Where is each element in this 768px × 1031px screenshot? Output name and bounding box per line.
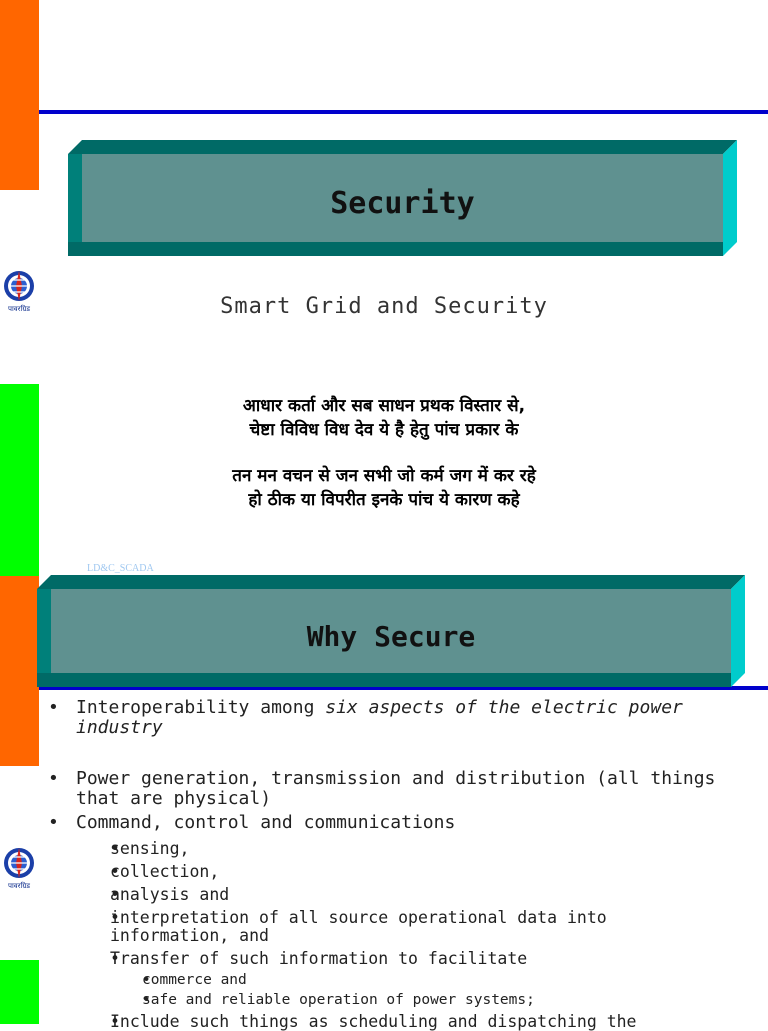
sub-sub-bullet-list (122, 972, 742, 1008)
verse-line: तन मन वचन से जन सभी जो कर्म जग में कर रहे (232, 466, 536, 486)
slide-subtitle: Smart Grid and Security (220, 294, 548, 319)
bullet-text: Power generation, transmission and distribution (all things that are physical) (76, 768, 716, 809)
list-item (122, 972, 742, 988)
sub-bullet-text: collection, (110, 862, 220, 881)
list-item (122, 992, 742, 1008)
left-strip-orange-top (0, 0, 39, 190)
bullet-list (48, 698, 738, 836)
left-strip-green-bottom (0, 960, 39, 1024)
list-item (86, 1013, 726, 1031)
list-item (86, 863, 726, 881)
bullet-emphasis: six aspects of the electric power industry (76, 697, 683, 738)
verse-line: हो ठीक या विपरीत इनके पांच ये कारण कहे (248, 490, 520, 510)
verse-line: आधार कर्ता और सब साधन प्रथक विस्तार से, (242, 396, 526, 416)
logo-caption: पावरग्रिड (7, 305, 31, 313)
list-item (86, 886, 726, 904)
sub-bullet-list (86, 840, 726, 968)
list-item (86, 840, 726, 858)
sub-bullet-text: Include such things as scheduling and dispatching the (110, 1012, 637, 1031)
slide-title: Why Secure (306, 620, 476, 653)
sub-bullet-text: analysis and (110, 885, 230, 904)
watermark-text: LD&C_SCADA (87, 563, 154, 574)
list-item (86, 909, 726, 945)
list-item (48, 698, 738, 738)
sub-bullet-text: interpretation of all source operational data into information, and (110, 908, 607, 945)
bullet-text: Interoperability among (76, 697, 326, 718)
header-rule-top (39, 110, 768, 114)
sub-bullet-text: Transfer of such information to facilitate (110, 949, 528, 968)
list-item (86, 950, 726, 968)
sub-sub-bullet-text: commerce and (142, 972, 247, 988)
title-banner-security (68, 140, 737, 256)
sub-bullet-text: sensing, (110, 839, 190, 858)
list-item (48, 769, 738, 809)
list-item (48, 813, 738, 833)
sub-sub-bullet-text: safe and reliable operation of power systems; (142, 992, 535, 1008)
verse-block (0, 394, 768, 512)
slide-title: Security (330, 186, 475, 221)
left-strip-orange-bottom (0, 576, 39, 766)
bullet-text: Command, control and communications (76, 812, 456, 833)
sub-bullet-list-continued (86, 1013, 726, 1031)
verse-line: चेष्टा विविध विध देव ये है हेतु पांच प्रकार के (249, 420, 519, 440)
title-banner-why-secure (37, 575, 745, 687)
logo-caption: पावरग्रिड (7, 882, 31, 890)
